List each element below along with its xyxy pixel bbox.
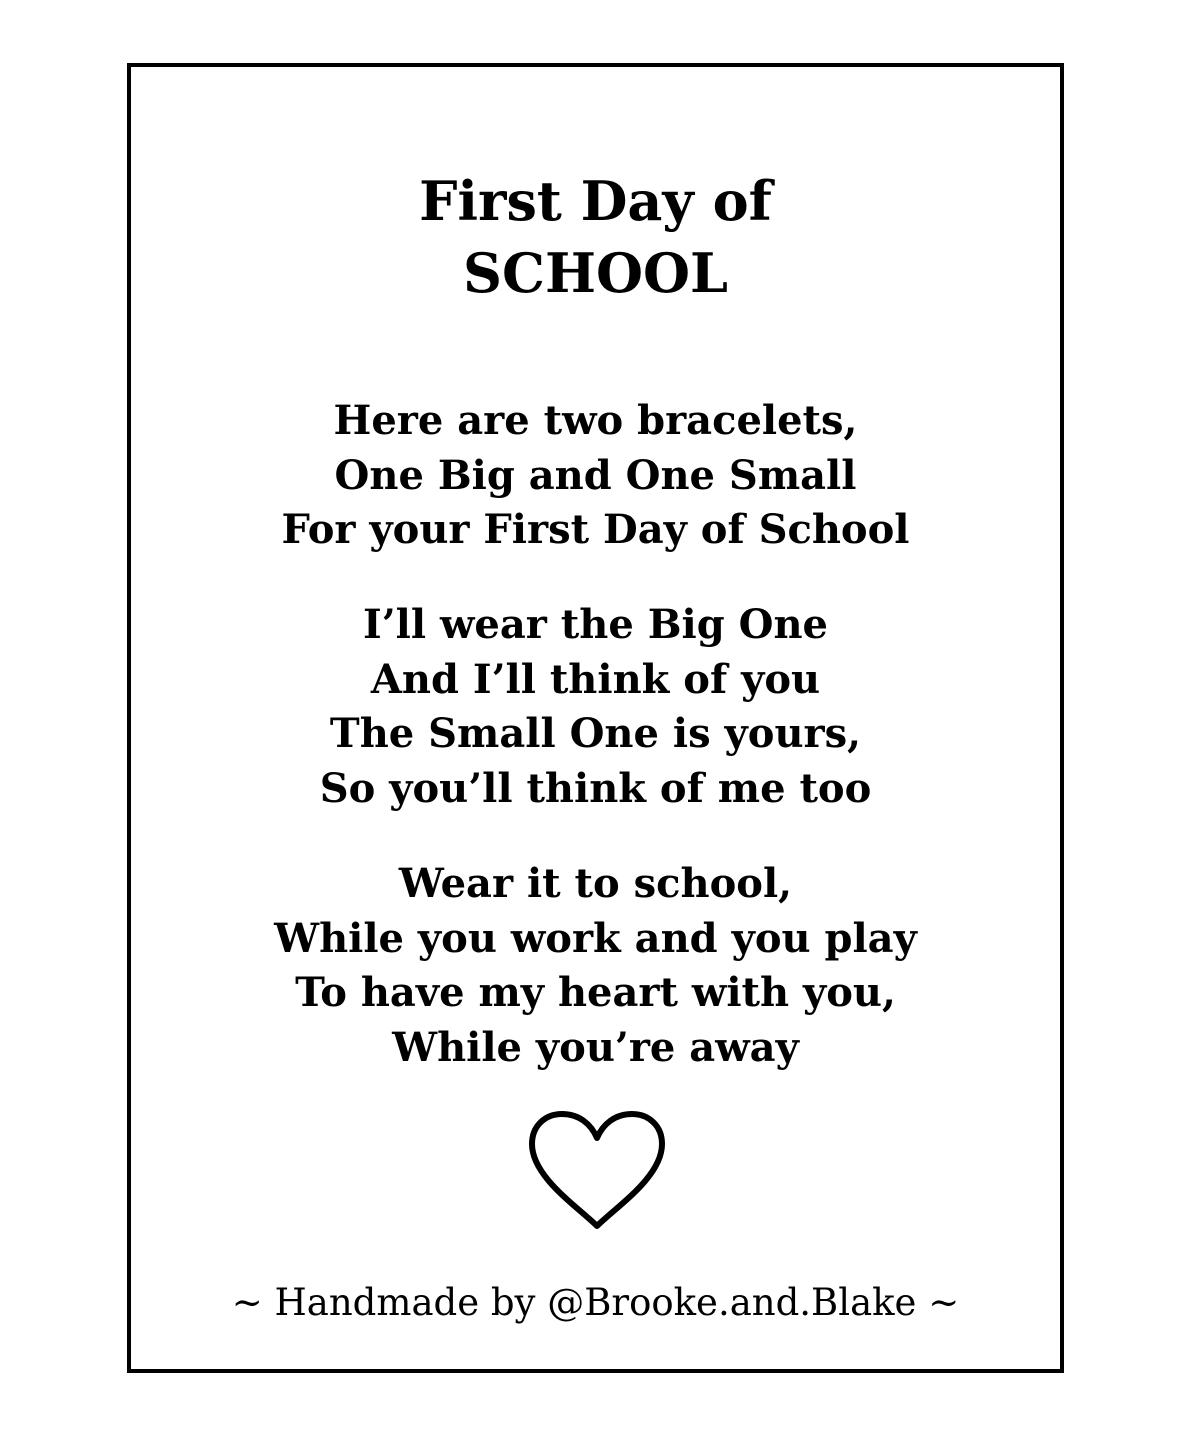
title-line-1: First Day of xyxy=(419,169,772,233)
stanza-1 xyxy=(131,394,1060,558)
poem-line: One Big and One Small xyxy=(334,451,857,499)
poem-line: Here are two bracelets, xyxy=(333,397,858,444)
poem-line: For your First Day of School xyxy=(281,506,910,553)
poem-line: The Small One is yours, xyxy=(329,710,862,757)
footer-credit: ~ Handmade by @Brooke.and.Blake ~ xyxy=(231,1281,960,1324)
poem-line: To have my heart with you, xyxy=(295,969,896,1016)
poem-line: Wear it to school, xyxy=(398,860,793,907)
poem-line: And I’ll think of you xyxy=(370,655,821,703)
heart-outline-icon xyxy=(526,1110,668,1234)
stanza-2 xyxy=(131,598,1060,816)
poem-line: While you’re away xyxy=(392,1023,799,1071)
poem-title xyxy=(131,165,1060,309)
poem-line: I’ll wear the Big One xyxy=(363,601,828,648)
title-line-2: SCHOOL xyxy=(462,241,729,305)
poem-line: So you’ll think of me too xyxy=(319,764,872,812)
poem-card xyxy=(127,63,1064,1373)
poem-line: While you work and you play xyxy=(274,914,917,962)
stanza-3 xyxy=(131,857,1060,1075)
